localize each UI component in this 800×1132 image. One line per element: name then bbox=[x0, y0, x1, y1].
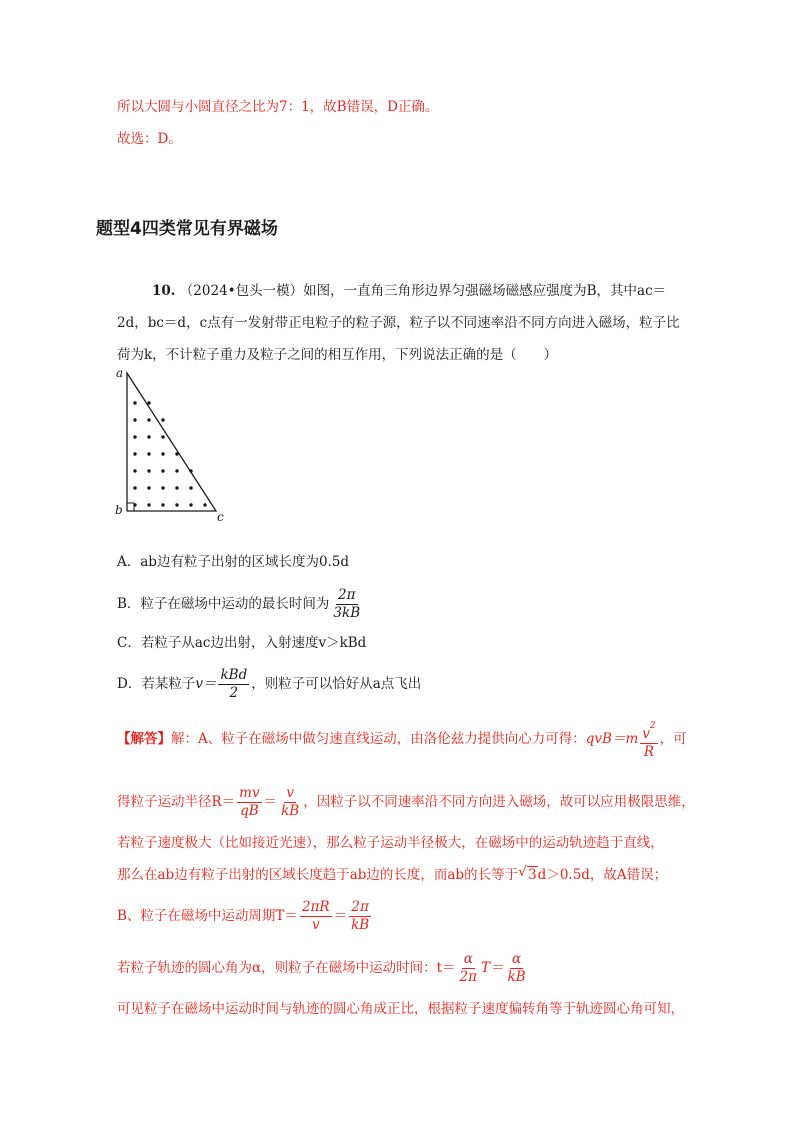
field-dot bbox=[147, 503, 150, 506]
answer-line-5-equals: ＝ bbox=[333, 908, 348, 924]
sqrt-argument: 3 bbox=[528, 867, 537, 883]
answer-line-5-fraction-2 bbox=[349, 899, 371, 934]
field-dot bbox=[175, 486, 178, 489]
answer-line-5-denominator-1: v bbox=[311, 917, 320, 933]
field-dot bbox=[161, 452, 164, 455]
answer-line-4 bbox=[117, 864, 667, 886]
question-line-3: 荷为k，不计粒子重力及粒子之间的相互作用，下列说法正确的是（ ） bbox=[117, 347, 558, 363]
answer-line-4-text: 那么在ab边有粒子出射的区域长度趋于ab边的长度，而ab的长等于 bbox=[117, 867, 519, 883]
field-dot bbox=[175, 469, 178, 472]
answer-line-1-fraction bbox=[640, 718, 657, 761]
vertex-label-c: c bbox=[217, 510, 224, 524]
answer-line-2-numerator-2: v bbox=[286, 785, 294, 801]
option-d-text: D．若某粒子 bbox=[117, 676, 196, 692]
answer-line-1-text: 解：A、粒子在磁场中做匀速直线运动，由洛伦兹力提供向心力可得： bbox=[171, 731, 586, 747]
option-b-fraction bbox=[331, 587, 362, 622]
field-dot bbox=[147, 469, 150, 472]
field-dot bbox=[189, 469, 192, 472]
answer-line-1-equation: qvB＝m bbox=[585, 731, 639, 747]
option-d-numerator: kBd bbox=[220, 667, 248, 683]
question-line-2: 2d，bc＝d，c点有一发射带正电粒子的粒子源，粒子以不同速率沿不同方向进入磁场，粒子比 bbox=[117, 315, 680, 331]
answer-line-6-fraction-1 bbox=[458, 951, 479, 986]
vertex-label-b: b bbox=[115, 503, 123, 517]
option-d-variable: v＝ bbox=[195, 676, 217, 692]
answer-line-6 bbox=[117, 950, 530, 986]
field-dot bbox=[147, 418, 150, 421]
sqrt-symbol: √ bbox=[518, 864, 527, 880]
field-dot bbox=[189, 503, 192, 506]
field-dot bbox=[147, 486, 150, 489]
answer-line-5-text: B、粒子在磁场中运动周期T＝ bbox=[117, 908, 298, 924]
answer-line-2-denominator-2: kB bbox=[281, 803, 300, 819]
field-dot bbox=[133, 503, 136, 506]
answer-line-1-suffix: ，可 bbox=[659, 731, 687, 747]
field-dot bbox=[147, 452, 150, 455]
option-b bbox=[117, 586, 364, 622]
field-dot bbox=[161, 469, 164, 472]
section-title: 题型4四类常见有界磁场 bbox=[96, 219, 278, 239]
answer-line-2-text: 得粒子运动半径R＝ bbox=[117, 794, 236, 810]
field-dot bbox=[161, 418, 164, 421]
answer-choice-line: 故选：D。 bbox=[117, 131, 182, 147]
answer-line-6-middle: T＝ bbox=[481, 960, 504, 976]
answer-line-2-equals: ＝ bbox=[263, 794, 278, 810]
question-line-1 bbox=[152, 280, 666, 302]
field-dot bbox=[161, 503, 164, 506]
answer-line-6-numerator-1: α bbox=[463, 951, 473, 967]
field-dot bbox=[133, 401, 136, 404]
answer-line-5-numerator-2: 2π bbox=[351, 899, 369, 915]
field-dot bbox=[175, 452, 178, 455]
field-dot bbox=[133, 418, 136, 421]
option-b-numerator: 2π bbox=[338, 587, 356, 603]
answer-line-2-denominator-1: qB bbox=[240, 803, 259, 819]
field-dot bbox=[203, 503, 206, 506]
answer-line-1-denominator: R bbox=[643, 744, 655, 760]
magnetic-field-dots bbox=[133, 401, 206, 506]
question-text-1: （2024•包头一模）如图，一直角三角形边界匀强磁场磁感应强度为B，其中ac＝ bbox=[179, 283, 667, 299]
field-dot bbox=[133, 469, 136, 472]
answer-line-1-numerator-var: v bbox=[642, 726, 650, 742]
option-b-text: B．粒子在磁场中运动的最长时间为 bbox=[117, 596, 330, 612]
answer-tag: 【解答】 bbox=[117, 731, 171, 747]
answer-line-2 bbox=[117, 784, 695, 820]
triangle-field-figure bbox=[110, 365, 230, 527]
answer-line-7: 可见粒子在磁场中运动时间与轨迹的圆心角成正比，根据粒子速度偏转角等于轨迹圆心角可知， bbox=[117, 1001, 684, 1017]
option-c: C．若粒子从ac边出射，入射速度v＞kBd bbox=[117, 635, 367, 651]
field-dot bbox=[161, 435, 164, 438]
answer-line-3: 若粒子速度极大（比如接近光速），那么粒子运动半径极大，在磁场中的运动轨迹趋于直线， bbox=[117, 835, 664, 851]
answer-line-1-exponent: 2 bbox=[649, 721, 656, 731]
field-dot bbox=[161, 486, 164, 489]
answer-line-2-fraction-1 bbox=[237, 785, 261, 820]
answer-line-6-numerator-2: α bbox=[512, 951, 522, 967]
field-dot bbox=[189, 486, 192, 489]
field-dot bbox=[133, 452, 136, 455]
answer-line-2-suffix: ，因粒子以不同速率沿不同方向进入磁场，故可以应用极限思维， bbox=[303, 794, 695, 810]
answer-line-6-fraction-2 bbox=[506, 951, 528, 986]
answer-line-5-fraction-1 bbox=[300, 899, 332, 934]
answer-line-6-denominator-2: kB bbox=[507, 969, 526, 985]
solution-conclusion-line: 所以大圆与小圆直径之比为7：1，故B错误，D正确。 bbox=[117, 99, 439, 115]
answer-line-1 bbox=[117, 718, 687, 761]
answer-line-1-numerator bbox=[640, 718, 657, 744]
answer-line-4-suffix: d＞0.5d，故A错误； bbox=[537, 867, 668, 883]
answer-line-5-numerator-1: 2πR bbox=[301, 899, 330, 915]
option-a: A．ab边有粒子出射的区域长度为0.5d bbox=[117, 554, 350, 570]
field-dot bbox=[133, 486, 136, 489]
question-number: 10. bbox=[152, 283, 176, 299]
answer-line-2-fraction-2 bbox=[279, 785, 301, 820]
answer-line-5-denominator-2: kB bbox=[351, 917, 370, 933]
sqrt-3 bbox=[518, 864, 538, 886]
answer-line-6-denominator-1: 2π bbox=[459, 969, 478, 985]
answer-line-2-numerator-1: mv bbox=[239, 785, 260, 801]
vertex-label-a: a bbox=[116, 366, 124, 380]
option-d-denominator: 2 bbox=[229, 685, 239, 701]
option-d bbox=[117, 666, 421, 702]
option-d-suffix: ，则粒子可以恰好从a点飞出 bbox=[251, 676, 422, 692]
field-dot bbox=[147, 435, 150, 438]
field-dot bbox=[175, 503, 178, 506]
answer-line-5 bbox=[117, 898, 373, 934]
field-dot bbox=[147, 401, 150, 404]
option-b-denominator: 3kB bbox=[333, 605, 361, 621]
option-d-fraction bbox=[218, 667, 249, 702]
answer-line-6-text: 若粒子轨迹的圆心角为α，则粒子在磁场中运动时间：t＝ bbox=[117, 960, 456, 976]
field-dot bbox=[133, 435, 136, 438]
